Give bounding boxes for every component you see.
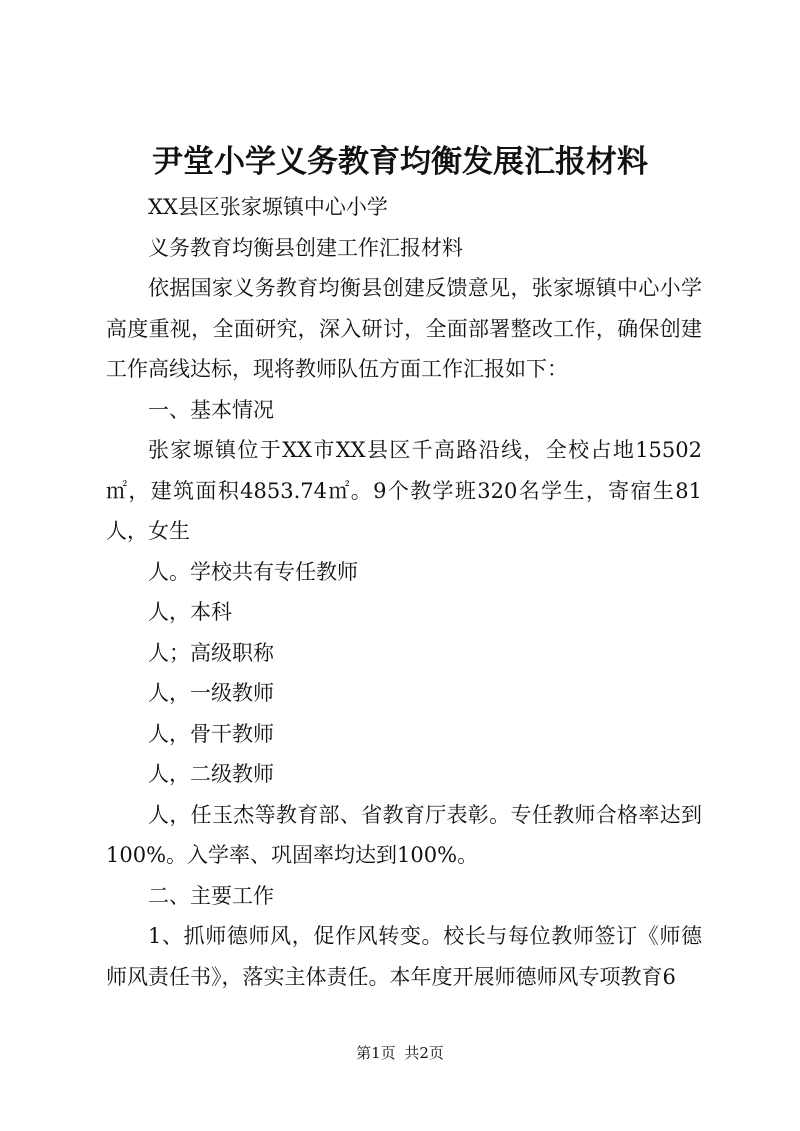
paragraph-subtitle: 义务教育均衡县创建工作汇报材料 <box>148 235 463 260</box>
paragraph-school-name: XX县区张家塬镇中心小学 <box>148 195 388 219</box>
paragraph-backbone: 人，骨干教师 <box>148 721 274 746</box>
paragraph-bachelor: 人，本科 <box>148 600 232 624</box>
page-total: 共2页 <box>404 1044 444 1062</box>
paragraph-awards-rates: 人，任玉杰等教育部、省教育厅表彰。专任教师合格率达到100%。入学率、巩固率均达到100%。 <box>106 802 702 867</box>
section-heading-main-work: 二、主要工作 <box>148 883 274 908</box>
paragraph-second-level: 人，二级教师 <box>148 762 274 786</box>
paragraph-first-level: 人，一级教师 <box>148 681 274 705</box>
page-footer <box>0 1043 800 1063</box>
paragraph-senior-title: 人；高级职称 <box>148 640 274 665</box>
document-title: 尹堂小学义务教育均衡发展汇报材料 <box>152 144 648 180</box>
paragraph-teacher-count: 人。学校共有专任教师 <box>148 559 358 584</box>
paragraph-ethics: 1、抓师德师风，促作风转变。校长与每位教师签订《师德师风责任书》，落实主体责任。本年度开展师德师风专项教育6 <box>106 924 702 989</box>
paragraph-school-overview: 张家塬镇位于XX市XX县区千高路沿线，全校占地15502㎡，建筑面积4853.74㎡。9个教学班320名学生，寄宿生81人，女生 <box>106 438 702 543</box>
page-number: 第1页 <box>356 1044 396 1062</box>
document-body <box>106 187 702 997</box>
paragraph-intro: 依据国家义务教育均衡县创建反馈意见，张家塬镇中心小学高度重视，全面研究，深入研讨，全面部署整改工作，确保创建工作高线达标，现将教师队伍方面工作汇报如下： <box>106 276 702 381</box>
section-heading-basic-info: 一、基本情况 <box>148 397 274 422</box>
